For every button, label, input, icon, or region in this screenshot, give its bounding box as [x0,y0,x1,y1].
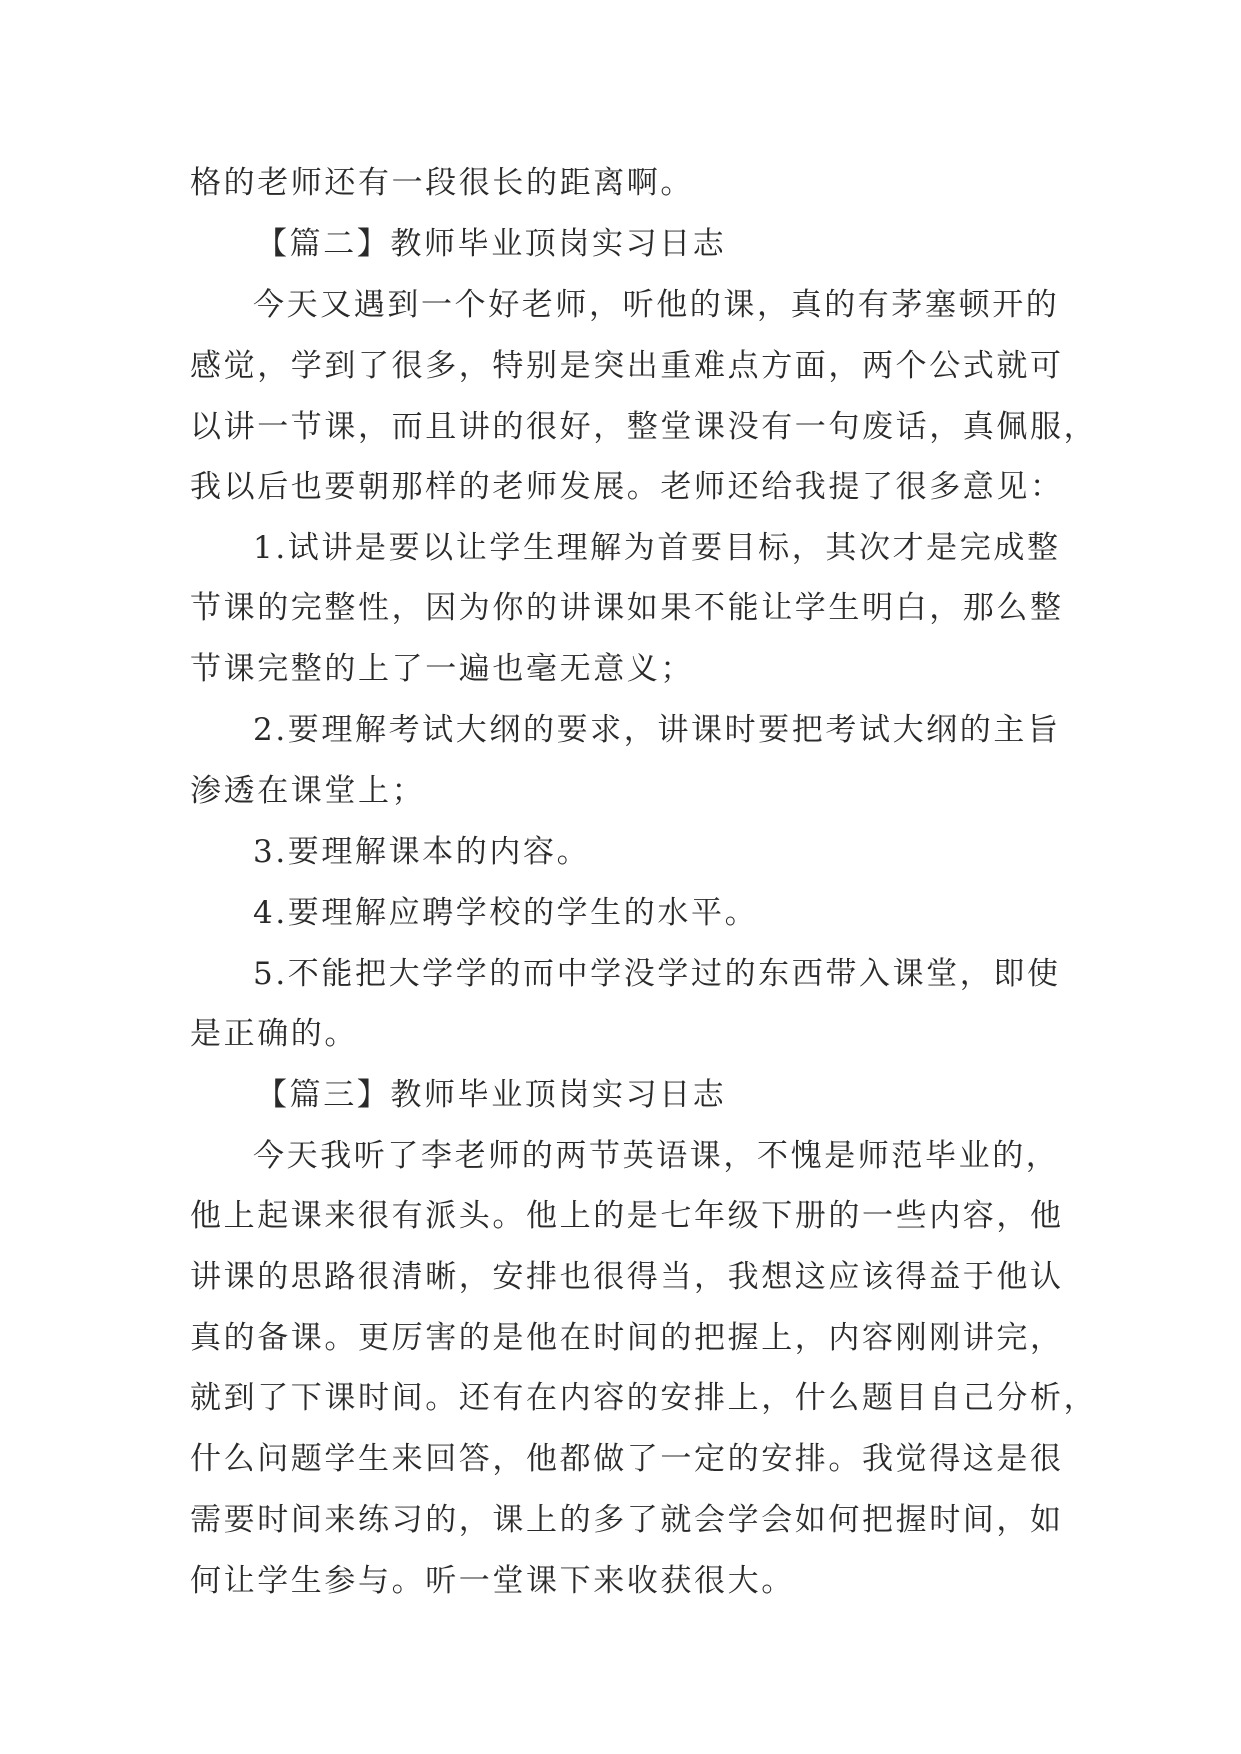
text-line: 何让学生参与。听一堂课下来收获很大。 [190,1563,795,1599]
text-line: 渗透在课堂上； [190,773,426,809]
text-line: 讲课的思路很清晰，安排也很得当，我想这应该得益于他认 [190,1259,1064,1295]
list-item: 5.不能把大学学的而中学没学过的东西带入课堂，即使 [253,956,1061,992]
text-line: 节课的完整性，因为你的讲课如果不能让学生明白，那么整 [190,590,1064,626]
section-heading: 【篇三】教师毕业顶岗实习日志 [256,1077,727,1113]
list-item: 1.试讲是要以让学生理解为首要目标，其次才是完成整 [253,530,1061,566]
list-item: 4.要理解应聘学校的学生的水平。 [253,895,759,931]
text-line: 他上起课来很有派头。他上的是七年级下册的一些内容，他 [190,1198,1064,1234]
text-line: 什么问题学生来回答，他都做了一定的安排。我觉得这是很 [190,1441,1064,1477]
list-item: 2.要理解考试大纲的要求，讲课时要把考试大纲的主旨 [253,712,1061,748]
text-line: 今天我听了李老师的两节英语课，不愧是师范毕业的， [253,1138,1060,1174]
text-line: 节课完整的上了一遍也毫无意义； [190,651,694,687]
text-line: 我以后也要朝那样的老师发展。老师还给我提了很多意见： [190,469,1064,505]
text-line: 以讲一节课，而且讲的很好，整堂课没有一句废话，真佩服， [190,409,1098,445]
list-item: 3.要理解课本的内容。 [253,834,591,870]
text-line: 需要时间来练习的，课上的多了就会学会如何把握时间，如 [190,1502,1064,1538]
text-line: 是正确的。 [190,1016,358,1052]
text-line: 格的老师还有一段很长的距离啊。 [190,165,694,201]
section-heading: 【篇二】教师毕业顶岗实习日志 [256,226,727,262]
text-line: 感觉，学到了很多，特别是突出重难点方面，两个公式就可 [190,348,1064,384]
text-line: 今天又遇到一个好老师，听他的课，真的有茅塞顿开的 [253,287,1060,323]
text-line: 真的备课。更厉害的是他在时间的把握上，内容刚刚讲完， [190,1320,1064,1356]
text-line: 就到了下课时间。还有在内容的安排上，什么题目自己分析， [190,1380,1098,1416]
